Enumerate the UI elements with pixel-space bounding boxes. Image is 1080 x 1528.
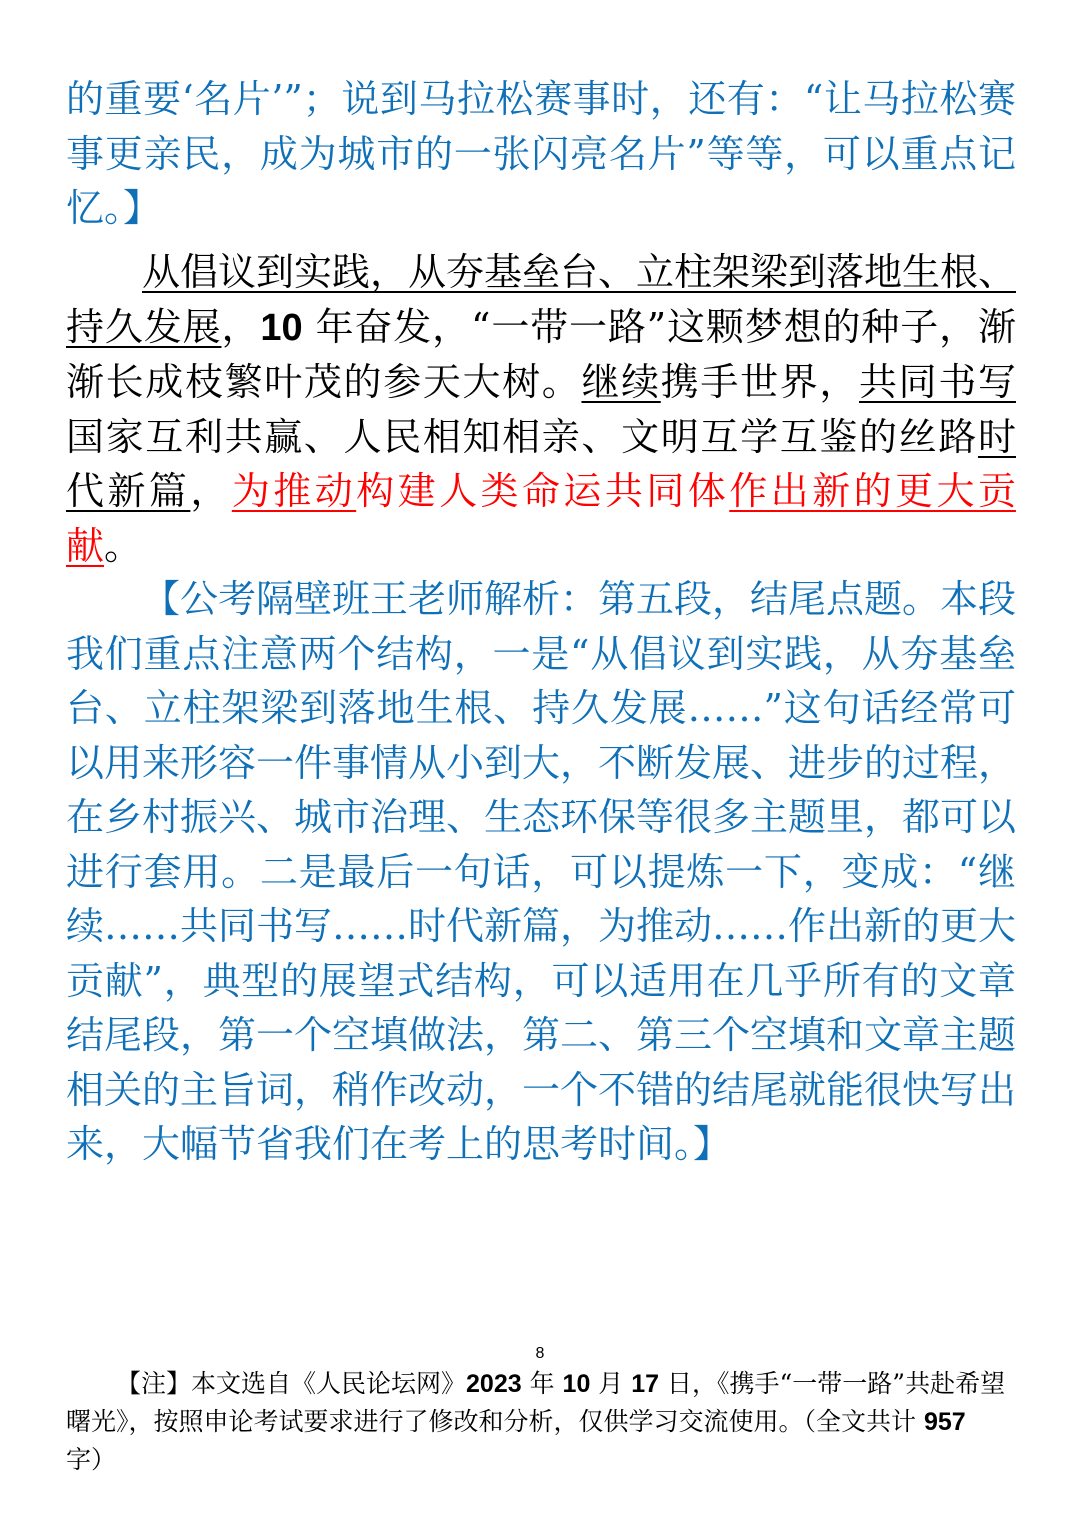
highlighted-underlined-promote: 为推动 bbox=[231, 469, 357, 513]
footnote-month: 10 bbox=[562, 1370, 591, 1398]
teacher-analysis-paragraph bbox=[66, 572, 1016, 1172]
article-text: 国家互利共赢、人民相知相亲、文明互学互鉴的丝路 bbox=[66, 414, 978, 459]
footnote-text: 字） bbox=[66, 1445, 117, 1474]
page-number: 8 bbox=[535, 1345, 545, 1362]
underlined-phrase-new-chapter: 时代新篇 bbox=[66, 414, 1016, 513]
years-number: 10 bbox=[260, 306, 303, 349]
analysis-continuation-paragraph bbox=[66, 72, 1016, 236]
underlined-phrase-co-write: 共同书写 bbox=[859, 360, 1016, 404]
highlighted-text: 构建人类命运共同体 bbox=[356, 469, 730, 513]
teacher-analysis-text: 【公考隔壁班王老师解析：第五段，结尾点题。本段我们重点注意两个结构，一是“从倡议到实践，从夯基垒台、立柱架梁到落地生根、持久发展……”这句话经常可以用来形容一件事情从小到大，不断发展、进步的过程，在乡村振兴、城市治理、生态环保等很多主题里，都可以进行套用。二是最后一句话，可以提炼一下，变成：“继续……共同书写……时代新篇，为推动……作出新的更大贡献”，典型的展望式结构，可以适用在几乎所有的文章结尾段，第一个空填做法，第二、第三个空填和文章主题相关的主旨词，稍作改动，一个不错的结尾就能很快写出来，大幅节省我们在考上的思考时间。】 bbox=[66, 577, 1017, 1166]
underlined-phrase-continue: 继续 bbox=[581, 360, 661, 404]
footnote-word-count: 957 bbox=[923, 1408, 966, 1436]
footnote-text: 【注】本文选自《人民论坛网》 bbox=[116, 1369, 467, 1398]
footnote-year: 2023 bbox=[466, 1370, 522, 1398]
article-text: 年奋发，“一带一路”这颗梦想的种子，渐渐长成枝繁叶茂的参天大树。 bbox=[66, 304, 1016, 404]
article-text: ， bbox=[221, 304, 261, 349]
footnote-day: 17 bbox=[631, 1370, 660, 1398]
footnote-text: 日，《携手“一带一路”共赴希望曙光》，按照申论考试要求进行了修改和分析，仅供学习交流使用。（全文共计 bbox=[66, 1369, 1006, 1436]
footnote-text: 年 bbox=[521, 1369, 563, 1398]
article-text: 携手世界， bbox=[660, 360, 860, 404]
highlighted-underlined-contribution: 作出新的更大贡献 bbox=[66, 469, 1016, 568]
analysis-continuation-text: 的重要‘名片’”；说到马拉松赛事时，还有：“让马拉松赛事更亲民，成为城市的一张闪亮名片”等等，可以重点记忆。】 bbox=[66, 77, 1016, 230]
source-footnote bbox=[66, 1365, 1016, 1479]
article-text: 。 bbox=[104, 523, 143, 568]
footnote-text: 月 bbox=[590, 1369, 632, 1398]
article-paragraph-five bbox=[66, 245, 1016, 573]
underlined-phrase-from-proposal: 从倡议到实践，从夯基垒台、立柱架梁到落地生根、持久发展 bbox=[66, 250, 1017, 349]
article-text: ， bbox=[190, 469, 232, 513]
